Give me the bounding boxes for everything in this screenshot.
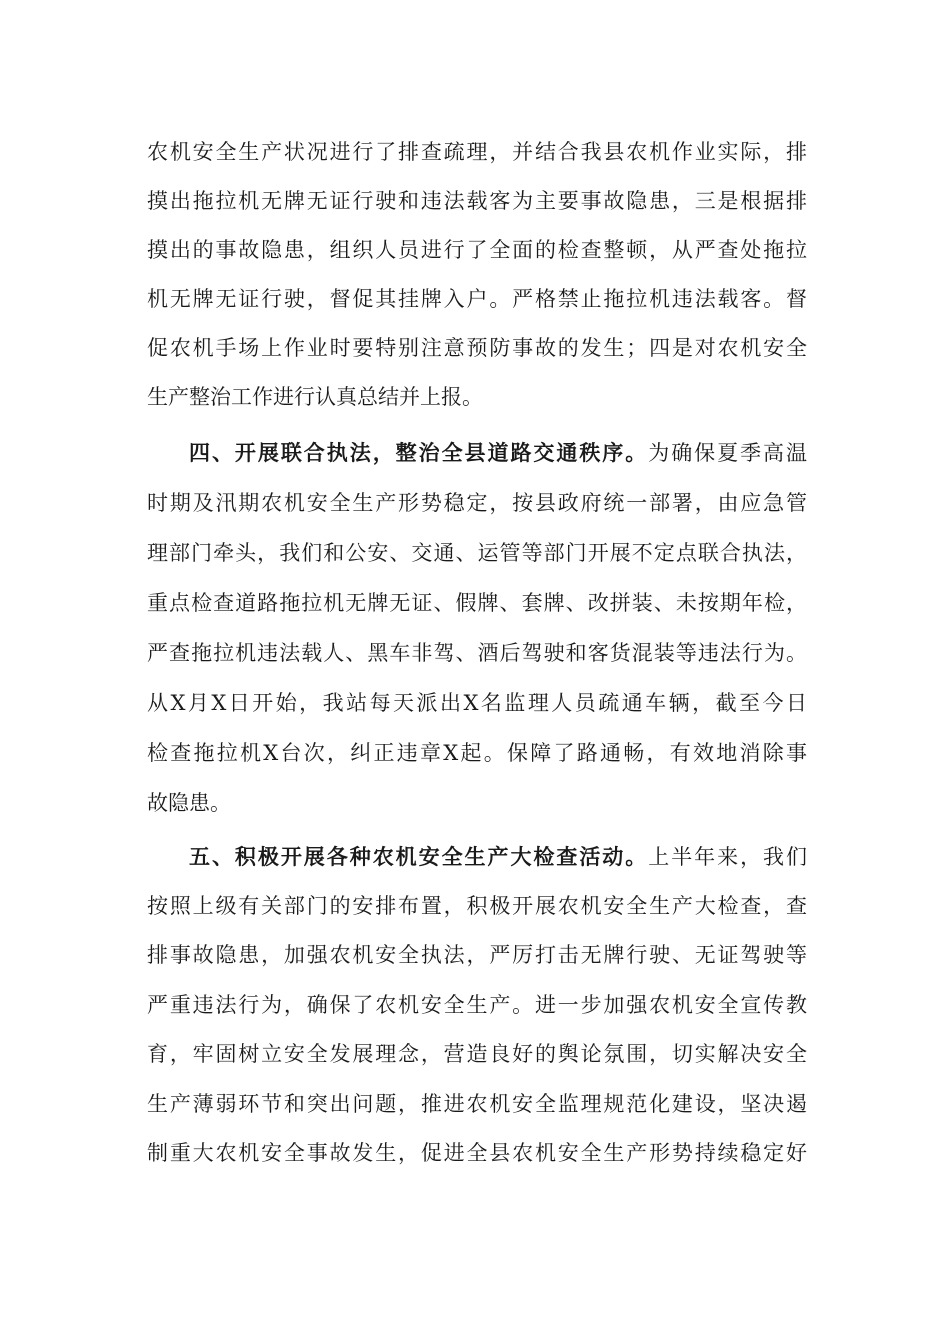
text-line: 摸出的事故隐患，组织人员进行了全面的检查整顿，从严查处拖拉 (147, 238, 807, 262)
text-line: 排事故隐患，加强农机安全执法，严厉打击无牌行驶、无证驾驶等 (147, 943, 807, 967)
text-line: 生产薄弱环节和突出问题，推进农机安全监理规范化建设，坚决遏 (147, 1092, 807, 1116)
heading-line-rest: 为确保夏季高温 (648, 441, 808, 465)
section-heading: 五、积极开展各种农机安全生产大检查活动。 (189, 844, 649, 869)
text-line: 育，牢固树立安全发展理念，营造良好的舆论氛围，切实解决安全 (147, 1042, 807, 1066)
text-line: 严查拖拉机违法载人、黑车非驾、酒后驾驶和客货混装等违法行为。 (147, 641, 807, 665)
text-line: 严重违法行为，确保了农机安全生产。进一步加强农机安全宣传教 (147, 993, 807, 1017)
section-heading-line (189, 438, 807, 468)
section-heading-line (189, 842, 807, 872)
text-line: 故隐患。 (147, 791, 231, 815)
text-line: 重点检查道路拖拉机无牌无证、假牌、套牌、改拼装、未按期年检， (147, 591, 807, 615)
text-line: 机无牌无证行驶，督促其挂牌入户。严格禁止拖拉机违法载客。督 (147, 287, 807, 311)
text-line: 摸出拖拉机无牌无证行驶和违法载客为主要事故隐患，三是根据排 (147, 189, 807, 213)
text-line: 时期及汛期农机安全生产形势稳定，按县政府统一部署，由应急管 (147, 491, 807, 515)
section-heading: 四、开展联合执法，整治全县道路交通秩序。 (189, 440, 649, 465)
text-line: 从X月X日开始，我站每天派出X名监理人员疏通车辆，截至今日 (147, 691, 807, 715)
text-line: 按照上级有关部门的安排布置，积极开展农机安全生产大检查，查 (147, 894, 807, 918)
text-line: 理部门牵头，我们和公安、交通、运管等部门开展不定点联合执法， (147, 541, 807, 565)
text-line: 生产整治工作进行认真总结并上报。 (147, 385, 483, 409)
heading-line-rest: 上半年来，我们 (648, 845, 808, 869)
text-line: 检查拖拉机X台次，纠正违章X起。保障了路通畅，有效地消除事 (147, 741, 807, 765)
text-line: 制重大农机安全事故发生，促进全县农机安全生产形势持续稳定好 (147, 1141, 807, 1165)
text-line: 农机安全生产状况进行了排查疏理，并结合我县农机作业实际，排 (147, 140, 807, 164)
text-line: 促农机手场上作业时要特别注意预防事故的发生；四是对农机安全 (147, 336, 807, 360)
